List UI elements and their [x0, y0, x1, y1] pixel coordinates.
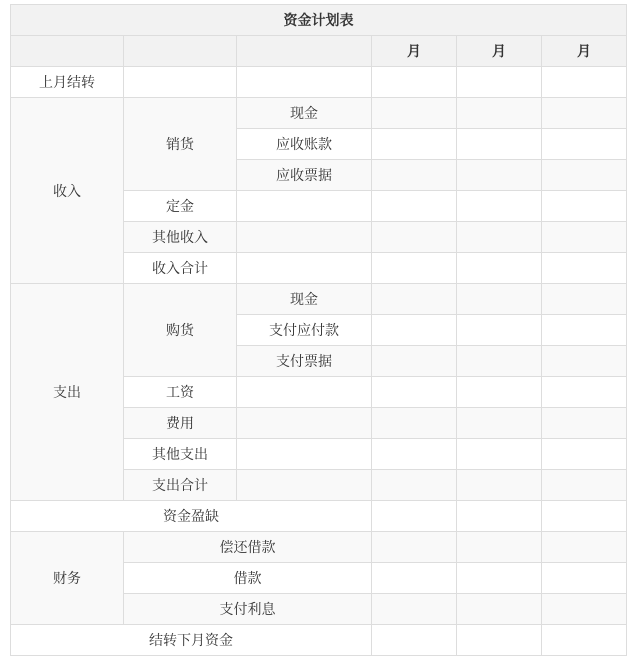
- cell: [237, 470, 372, 501]
- value-cell: [372, 284, 457, 315]
- value-cell: [457, 594, 542, 625]
- fund-plan-table-container: [10, 4, 627, 656]
- cell: [237, 67, 372, 98]
- value-cell: [542, 98, 627, 129]
- row-label-wages: 工资: [124, 377, 237, 408]
- row-label-pay-payables: 支付应付款: [237, 315, 372, 346]
- value-cell: [542, 253, 627, 284]
- value-cell: [372, 501, 457, 532]
- subgroup-label-sales: 销货: [124, 98, 237, 191]
- value-cell: [542, 408, 627, 439]
- row-label-pay-notes: 支付票据: [237, 346, 372, 377]
- header-month-2: 月: [457, 36, 542, 67]
- row-label-cash: 现金: [237, 284, 372, 315]
- value-cell: [372, 625, 457, 656]
- value-cell: [372, 129, 457, 160]
- value-cell: [457, 315, 542, 346]
- value-cell: [542, 129, 627, 160]
- header-month-1: 月: [372, 36, 457, 67]
- fund-plan-table: [10, 4, 627, 656]
- cell: [237, 222, 372, 253]
- cell: [237, 377, 372, 408]
- subgroup-label-purchase: 购货: [124, 284, 237, 377]
- value-cell: [372, 594, 457, 625]
- value-cell: [372, 67, 457, 98]
- value-cell: [542, 594, 627, 625]
- value-cell: [457, 408, 542, 439]
- header-cell-empty-3: [237, 36, 372, 67]
- value-cell: [457, 253, 542, 284]
- value-cell: [457, 439, 542, 470]
- row-label-cash: 现金: [237, 98, 372, 129]
- value-cell: [457, 532, 542, 563]
- table-row: [11, 284, 627, 315]
- row-label-carry-in: 上月结转: [11, 67, 124, 98]
- value-cell: [457, 377, 542, 408]
- cell: [124, 67, 237, 98]
- value-cell: [542, 191, 627, 222]
- value-cell: [457, 470, 542, 501]
- row-label-fees: 费用: [124, 408, 237, 439]
- group-label-income: 收入: [11, 98, 124, 284]
- value-cell: [457, 129, 542, 160]
- value-cell: [372, 470, 457, 501]
- value-cell: [542, 625, 627, 656]
- title-row: [11, 5, 627, 36]
- row-label-repay-loan: 偿还借款: [124, 532, 372, 563]
- row-label-other-expense: 其他支出: [124, 439, 237, 470]
- cell: [237, 191, 372, 222]
- value-cell: [372, 315, 457, 346]
- value-cell: [372, 160, 457, 191]
- cell: [237, 253, 372, 284]
- value-cell: [542, 501, 627, 532]
- header-row: [11, 36, 627, 67]
- value-cell: [372, 191, 457, 222]
- value-cell: [457, 67, 542, 98]
- value-cell: [372, 377, 457, 408]
- value-cell: [542, 346, 627, 377]
- value-cell: [372, 532, 457, 563]
- row-label-notes-receivable: 应收票据: [237, 160, 372, 191]
- value-cell: [457, 191, 542, 222]
- value-cell: [372, 439, 457, 470]
- table-row: [11, 501, 627, 532]
- table-row: [11, 625, 627, 656]
- value-cell: [542, 284, 627, 315]
- group-label-expense: 支出: [11, 284, 124, 501]
- value-cell: [372, 253, 457, 284]
- value-cell: [542, 532, 627, 563]
- row-label-pay-interest: 支付利息: [124, 594, 372, 625]
- value-cell: [457, 501, 542, 532]
- header-cell-empty-2: [124, 36, 237, 67]
- value-cell: [542, 563, 627, 594]
- value-cell: [457, 98, 542, 129]
- row-label-income-total: 收入合计: [124, 253, 237, 284]
- value-cell: [372, 408, 457, 439]
- row-label-loan: 借款: [124, 563, 372, 594]
- value-cell: [372, 222, 457, 253]
- value-cell: [372, 346, 457, 377]
- value-cell: [457, 625, 542, 656]
- value-cell: [542, 222, 627, 253]
- table-row: [11, 67, 627, 98]
- row-label-surplus: 资金盈缺: [11, 501, 372, 532]
- value-cell: [542, 160, 627, 191]
- table-title: 资金计划表: [11, 5, 627, 36]
- cell: [237, 439, 372, 470]
- value-cell: [542, 470, 627, 501]
- value-cell: [457, 160, 542, 191]
- table-row: [11, 532, 627, 563]
- group-label-finance: 财务: [11, 532, 124, 625]
- cell: [237, 408, 372, 439]
- value-cell: [457, 563, 542, 594]
- value-cell: [542, 315, 627, 346]
- value-cell: [457, 222, 542, 253]
- table-row: [11, 98, 627, 129]
- row-label-expense-total: 支出合计: [124, 470, 237, 501]
- value-cell: [372, 98, 457, 129]
- value-cell: [372, 563, 457, 594]
- header-month-3: 月: [542, 36, 627, 67]
- row-label-other-income: 其他收入: [124, 222, 237, 253]
- row-label-receivables: 应收账款: [237, 129, 372, 160]
- value-cell: [457, 346, 542, 377]
- value-cell: [542, 67, 627, 98]
- value-cell: [542, 439, 627, 470]
- value-cell: [542, 377, 627, 408]
- header-cell-empty-1: [11, 36, 124, 67]
- value-cell: [457, 284, 542, 315]
- row-label-deposit: 定金: [124, 191, 237, 222]
- row-label-carry-out: 结转下月资金: [11, 625, 372, 656]
